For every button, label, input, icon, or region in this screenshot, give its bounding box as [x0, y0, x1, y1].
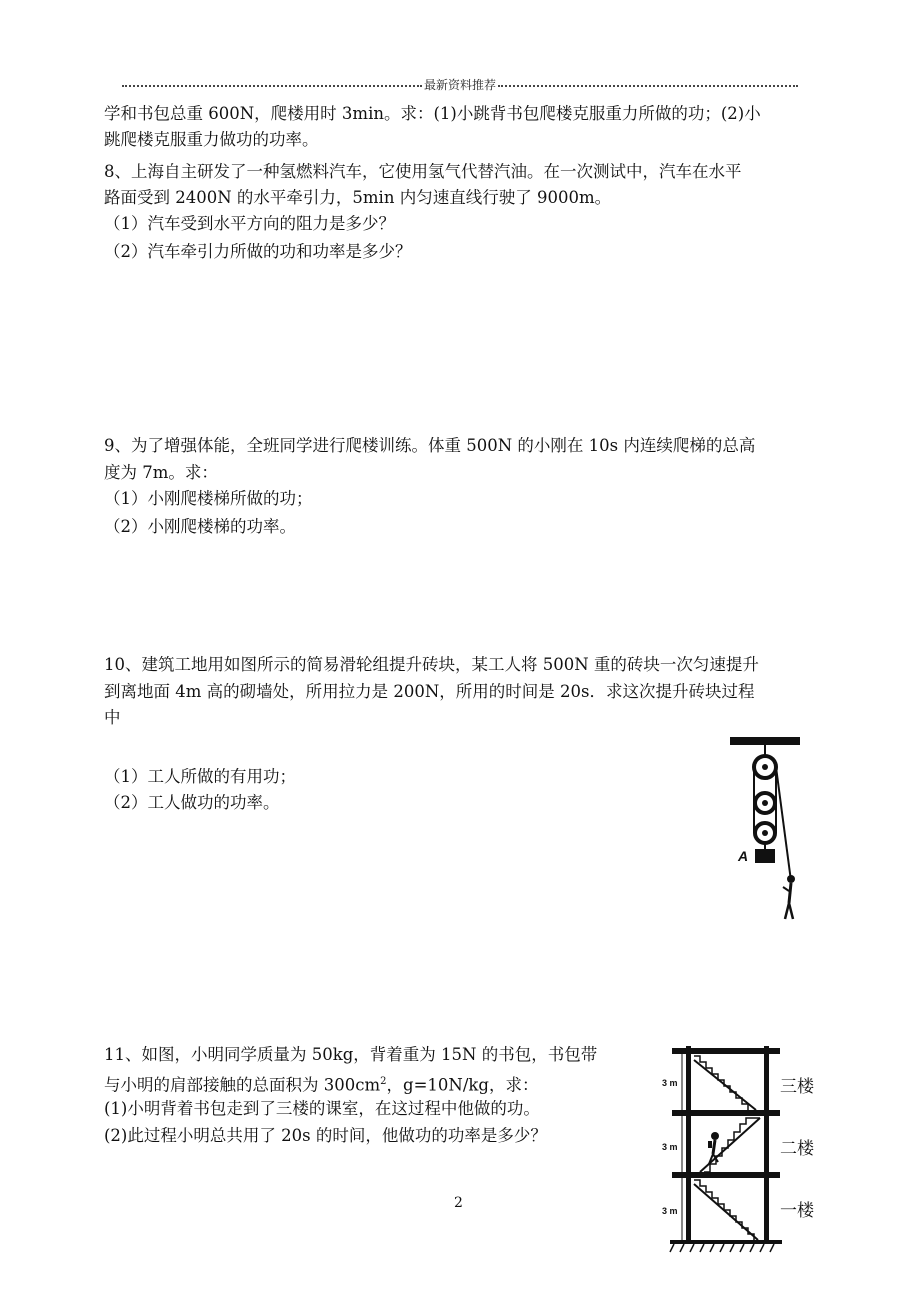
q9-stem-line1: 9、为了增强体能，全班同学进行爬楼训练。体重 500N 的小刚在 10s 内连续爬梯的总高: [104, 436, 756, 455]
q8-stem-line1: 8、上海自主研发了一种氢燃料汽车，它使用氢气代替汽油。在一次测试中，汽车在水平: [104, 162, 742, 181]
pulley-figure: [725, 733, 815, 933]
q10-stem-line1: 10、建筑工地用如图所示的简易滑轮组提升砖块，某工人将 500N 重的砖块一次匀速提升: [104, 655, 759, 674]
floor-label-2: 二楼: [780, 1139, 814, 1159]
q10-part2: （2）工人做功的功率。: [104, 793, 280, 812]
q11-part1: (1)小明背着书包走到了三楼的课室，在这过程中他做的功。: [104, 1099, 540, 1118]
q9-part2: （2）小刚爬楼梯的功率。: [104, 517, 296, 536]
q10-stem-line3: 中: [104, 708, 121, 727]
height-label-middle: 3 m: [662, 1142, 678, 1152]
q11-part2: (2)此过程小明总共用了 20s 的时间，他做功的功率是多少？: [104, 1126, 547, 1145]
height-label-bottom: 3 m: [662, 1206, 678, 1216]
q10-part1: （1）工人所做的有用功；: [104, 767, 296, 786]
q7-continued-line2: 跳爬楼克服重力做功的功率。: [104, 130, 319, 149]
q10-stem-line2: 到离地面 4m 高的砌墙处，所用拉力是 200N，所用的时间是 20s．求这次提升砖块过程: [104, 682, 755, 701]
height-label-top: 3 m: [662, 1078, 678, 1088]
q11-stem-line2: 与小明的肩部接触的总面积为 $300cm^2$，g=10N/kg，求：: [104, 1075, 539, 1095]
q9-stem-line2: 度为 7m。求：: [104, 463, 218, 482]
q8-part2: （2）汽车牵引力所做的功和功率是多少？: [104, 242, 412, 261]
q8-part1: （1）汽车受到水平方向的阻力是多少？: [104, 214, 395, 233]
pulley-label-a: A: [738, 848, 749, 864]
header-title: 最新资料推荐: [424, 77, 497, 92]
page-header: [122, 74, 798, 94]
building-stairs-figure: [660, 1038, 830, 1258]
q8-stem-line2: 路面受到 2400N 的水平牵引力，5min 内匀速直线行驶了 9000m。: [104, 188, 612, 207]
floor-label-3: 三楼: [780, 1077, 814, 1097]
q11-stem-line1: 11、如图，小明同学质量为 50kg，背着重为 15N 的书包，书包带: [104, 1045, 598, 1064]
floor-label-1: 一楼: [780, 1201, 814, 1221]
q7-continued-line1: 学和书包总重 600N，爬楼用时 3min。求：(1)小跳背书包爬楼克服重力所做的功；(2)小: [104, 104, 761, 123]
q9-part1: （1）小刚爬楼梯所做的功；: [104, 489, 313, 508]
page-number: 2: [454, 1195, 463, 1211]
